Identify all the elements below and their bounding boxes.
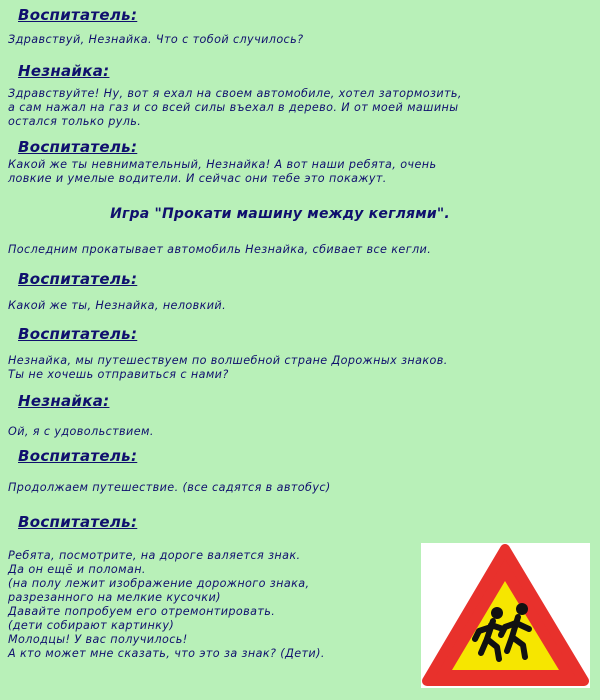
speaker-label: Воспитатель:	[18, 138, 138, 156]
text-line: Давайте попробуем его отремонтировать.	[8, 605, 276, 618]
speaker-label: Воспитатель:	[18, 270, 138, 288]
paragraph	[8, 549, 325, 661]
text-line: ловкие и умелые водители. И сейчас они тебе это покажут.	[8, 172, 387, 185]
paragraph	[8, 33, 303, 47]
text-line: (на полу лежит изображение дорожного знака,	[8, 577, 310, 590]
text-line: разрезанного на мелкие кусочки)	[8, 591, 221, 604]
speaker-label: Незнайка:	[18, 392, 110, 410]
text-line: остался только руль.	[8, 115, 142, 128]
paragraph	[8, 354, 448, 382]
text-line: (дети собирают картинку)	[8, 619, 175, 632]
text-line: Продолжаем путешествие. (все садятся в автобус)	[8, 481, 331, 494]
game-title: Игра "Прокати машину между кеглями".	[110, 206, 450, 222]
text-line: Здравствуй, Незнайка. Что с тобой случилось?	[8, 33, 304, 46]
text-line: Ребята, посмотрите, на дороге валяется знак.	[8, 549, 301, 562]
paragraph	[8, 299, 226, 313]
warning-triangle-icon	[421, 543, 590, 688]
speaker-label: Воспитатель:	[18, 6, 138, 24]
paragraph	[8, 158, 436, 186]
text-line: Последним прокатывает автомобиль Незнайка, сбивает все кегли.	[8, 243, 432, 256]
paragraph	[8, 481, 331, 495]
speaker-label: Воспитатель:	[18, 325, 138, 343]
paragraph	[8, 243, 431, 257]
text-line: Молодцы! У вас получилось!	[8, 633, 188, 646]
text-line: А кто может мне сказать, что это за знак? (Дети).	[8, 647, 325, 660]
children-crossing-sign-icon	[421, 543, 590, 688]
text-line: Да он ещё и поломан.	[8, 563, 146, 576]
text-line: Здравствуйте! Ну, вот я ехал на своем автомобиле, хотел затормозить,	[8, 87, 462, 100]
text-line: Какой же ты невнимательный, Незнайка! А вот наши ребята, очень	[8, 158, 437, 171]
text-line: Ты не хочешь отправиться с нами?	[8, 368, 229, 381]
speaker-label: Незнайка:	[18, 62, 110, 80]
paragraph	[8, 425, 154, 439]
speaker-label: Воспитатель:	[18, 447, 138, 465]
text-line: Какой же ты, Незнайка, неловкий.	[8, 299, 227, 312]
text-line: а сам нажал на газ и со всей силы въехал в дерево. И от моей машины	[8, 101, 459, 114]
paragraph	[8, 87, 462, 129]
text-line: Ой, я с удовольствием.	[8, 425, 154, 438]
text-line: Незнайка, мы путешествуем по волшебной стране Дорожных знаков.	[8, 354, 448, 367]
speaker-label: Воспитатель:	[18, 513, 138, 531]
